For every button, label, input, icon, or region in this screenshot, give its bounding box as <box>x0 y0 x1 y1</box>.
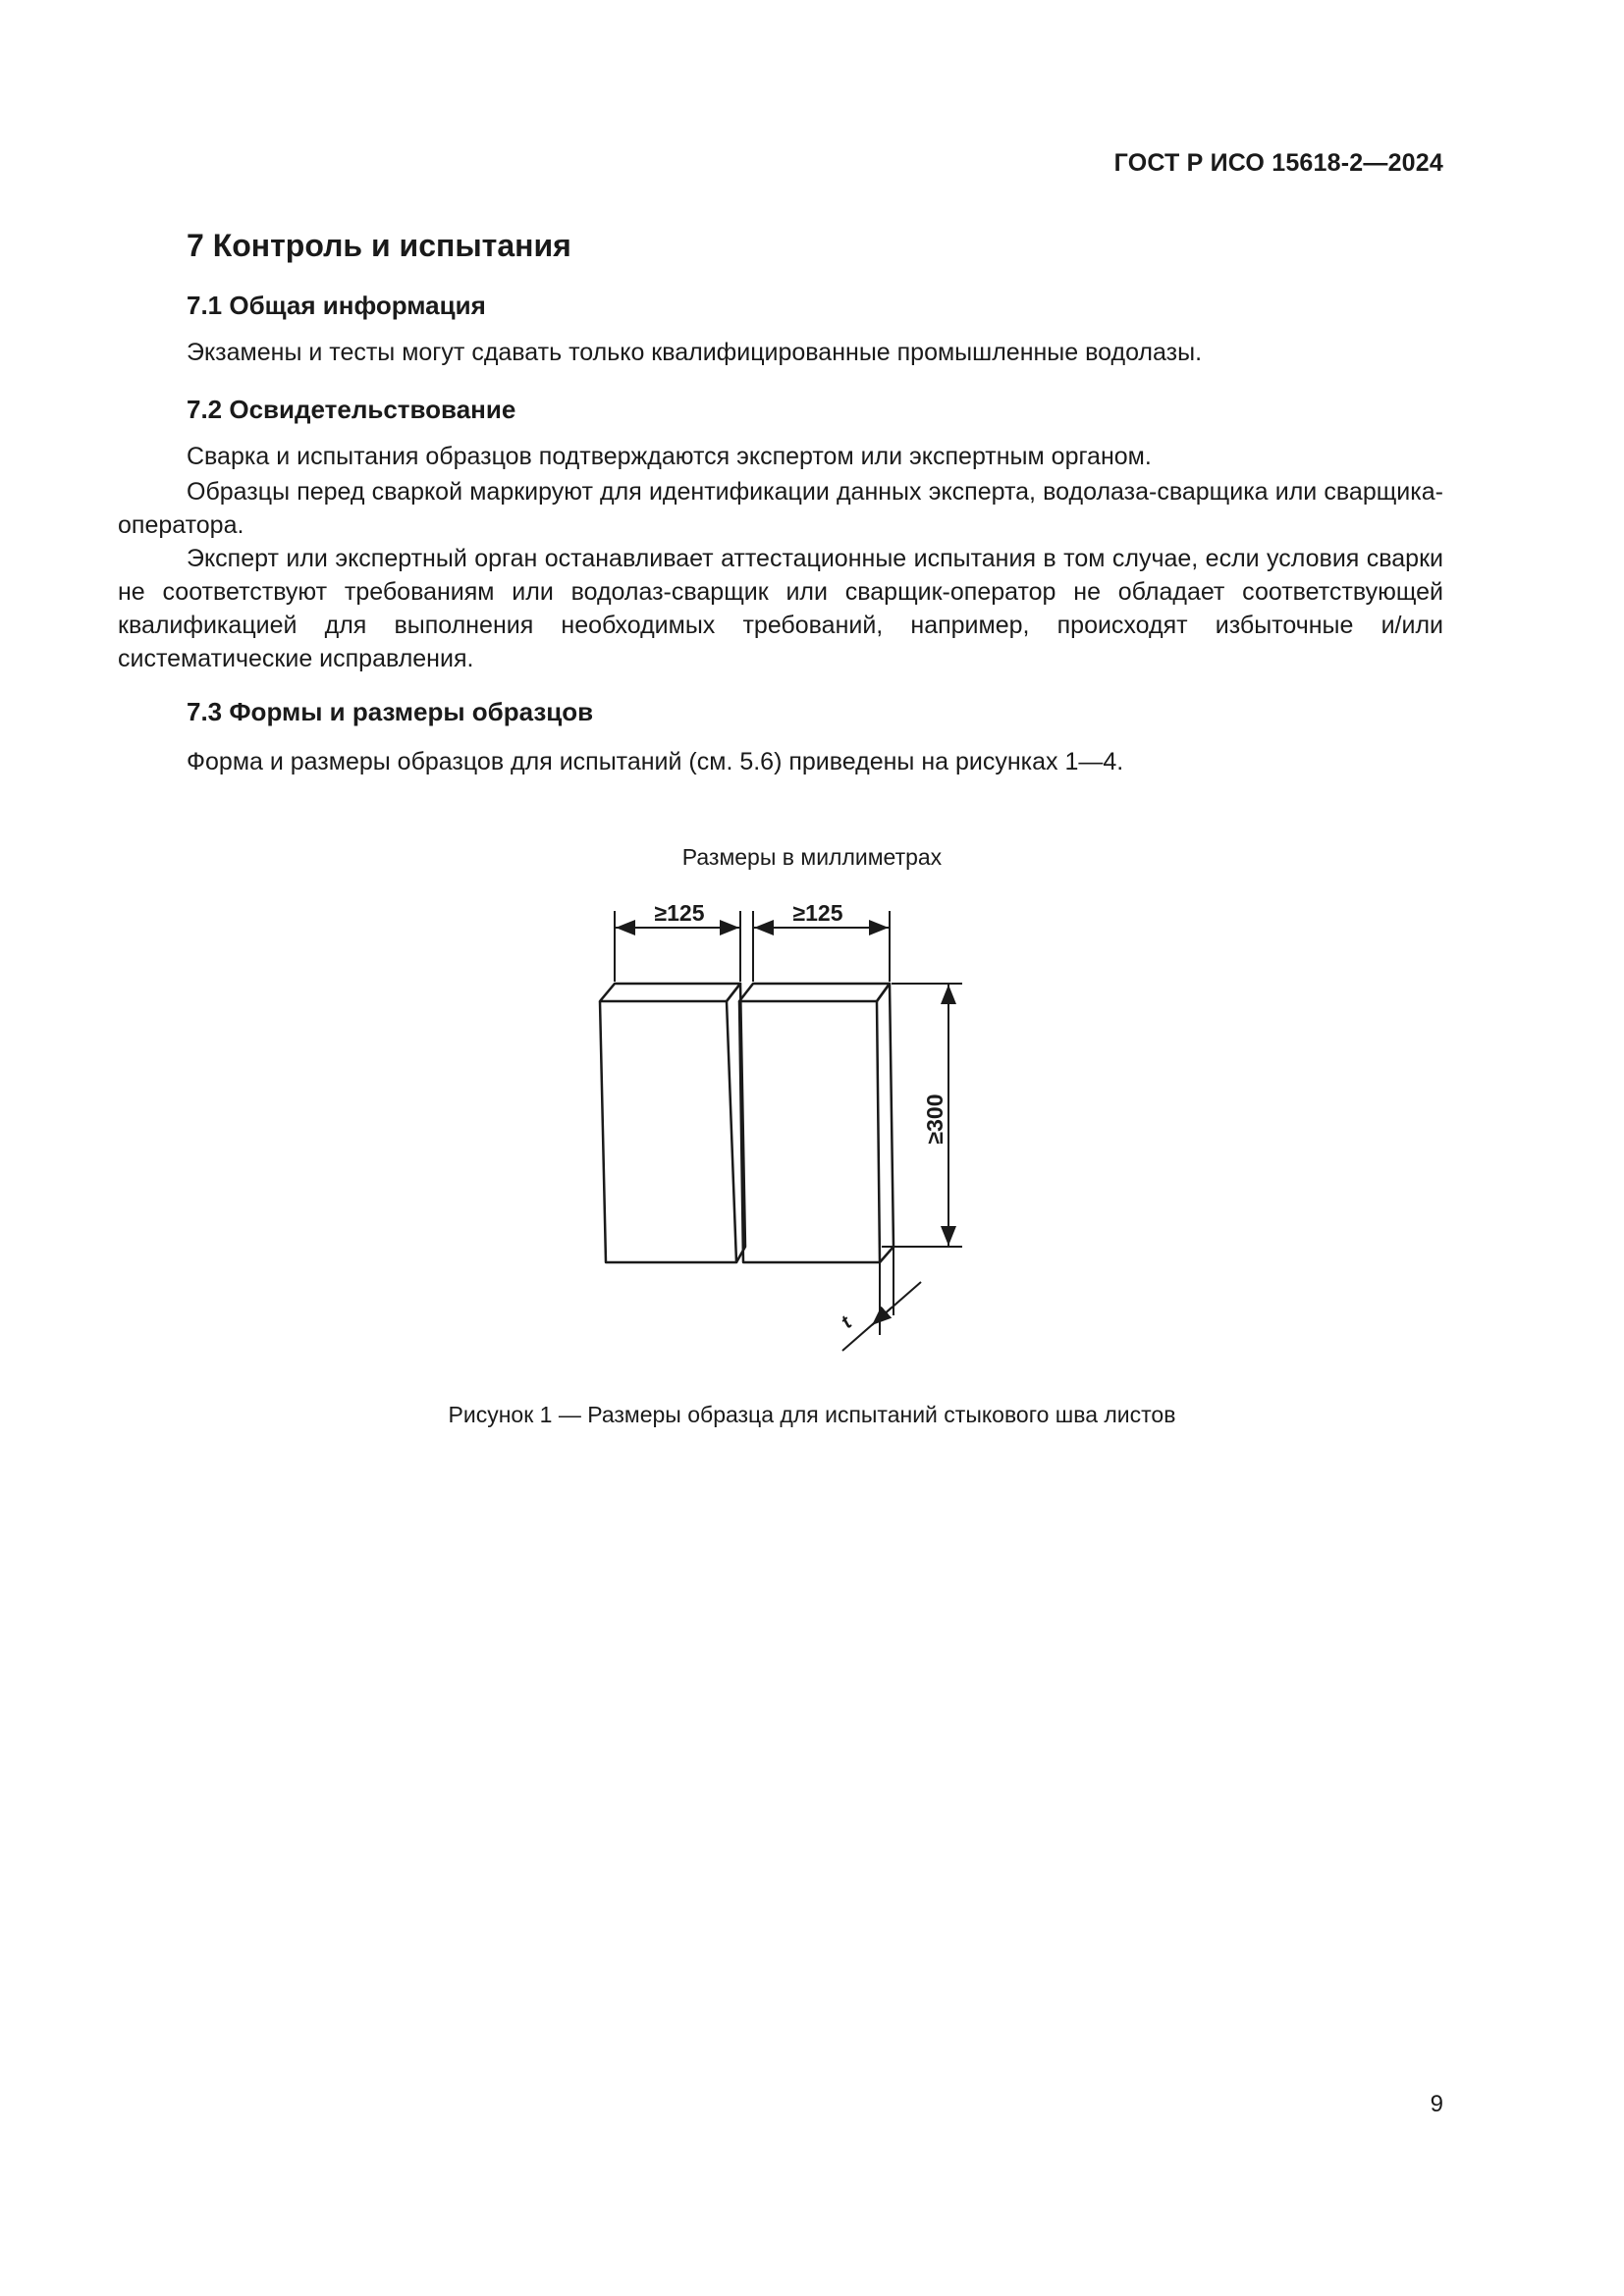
subsection-7-2-paragraph-1: Сварка и испытания образцов подтверждаются экспертом или экспертным органом. <box>187 443 1152 470</box>
dim-label-height: ≥300 <box>922 1094 947 1145</box>
subsection-7-2-title: 7.2 Освидетельствование <box>187 395 516 424</box>
section-title: 7 Контроль и испытания <box>187 228 571 263</box>
subsection-7-1-text: Экзамены и тесты могут сдавать только квалифицированные промышленные водолазы. <box>187 339 1203 366</box>
figure-units-note: Размеры в миллиметрах <box>681 844 943 870</box>
paragraph-2-text: Образцы перед сваркой маркируют для идентификации данных эксперта, водолаза-сварщика или сварщика-оператора. <box>118 478 1443 539</box>
left-plate <box>600 984 740 1001</box>
paragraph-3-text: Эксперт или экспертный орган останавливает аттестационные испытания в том случае, если условия сварки не соответствуют требованиям или водолаз-сварщик или сварщик-оператор не обладает соответствующей квалификацией для выполнения необходимых требований, например, происходят избыточные и/или систематические исправления. <box>118 545 1443 672</box>
dim-label-width-right: ≥125 <box>792 900 843 926</box>
subsection-7-3-text: Форма и размеры образцов для испытаний (см. 5.6) приведены на рисунках 1—4. <box>187 748 1124 775</box>
dim-label-width-left: ≥125 <box>654 900 705 926</box>
figure-caption: Рисунок 1 — Размеры образца для испытаний стыкового шва листов <box>448 1402 1176 1427</box>
right-plate <box>739 984 890 1001</box>
page-number: 9 <box>1430 2091 1443 2117</box>
dim-label-thickness: t <box>837 1311 856 1333</box>
subsection-7-3-title: 7.3 Формы и размеры образцов <box>187 697 594 726</box>
subsection-7-1-title: 7.1 Общая информация <box>187 291 486 320</box>
standard-code: ГОСТ Р ИСО 15618-2—2024 <box>1113 149 1443 177</box>
